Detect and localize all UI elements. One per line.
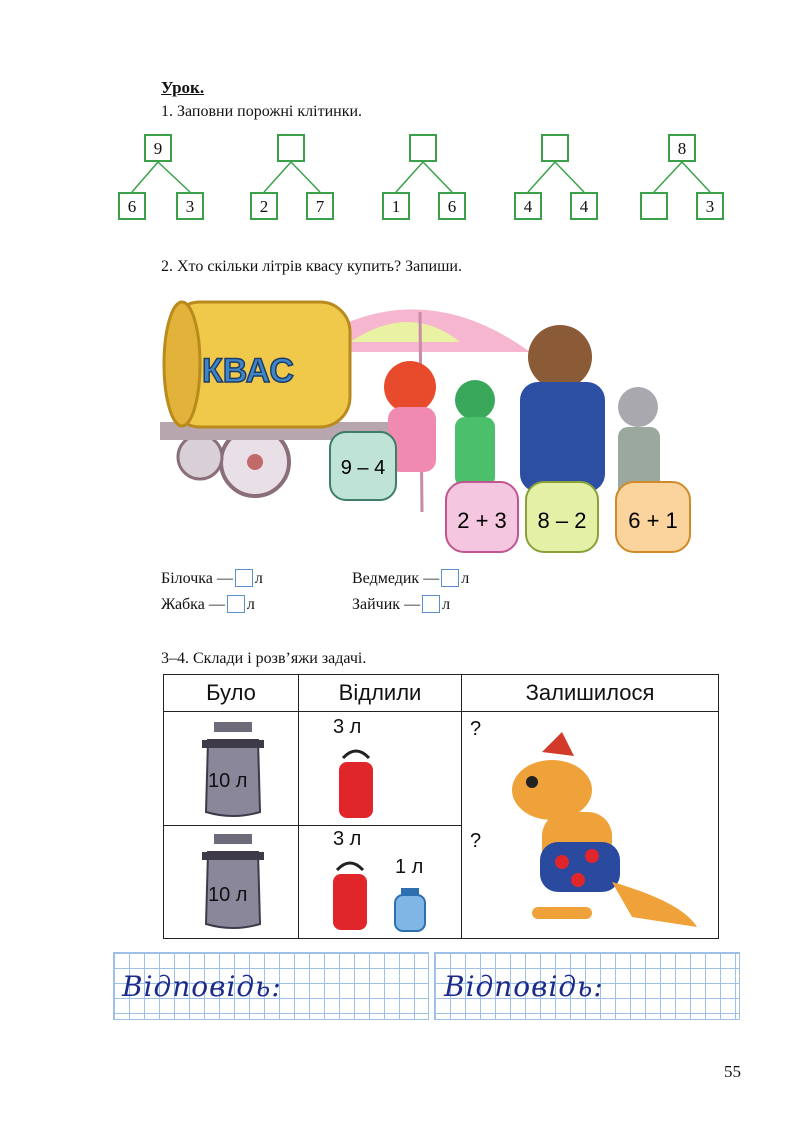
- tree3-top-cell[interactable]: [409, 134, 437, 162]
- jar-2-expression: 2 + 3: [457, 508, 507, 533]
- bear-icon: [528, 325, 592, 389]
- answer-bear: Ведмедик — л: [352, 570, 470, 587]
- row2-had-cell: [164, 825, 299, 939]
- blue-jar-icon: [393, 888, 427, 932]
- tree2-top-cell[interactable]: [277, 134, 305, 162]
- header-had: Було: [164, 675, 299, 712]
- lesson-title: Урок.: [161, 78, 205, 97]
- answer-label-1: Відповідь:: [122, 970, 282, 1003]
- row2-poured-volume-1: 3 л: [333, 827, 362, 850]
- tree3-left-cell[interactable]: 1: [382, 192, 410, 220]
- hare-icon: [618, 387, 658, 427]
- task2-instruction: 2. Хто скільки літрів квасу купить? Запиши.: [161, 258, 462, 275]
- tree1-left-cell[interactable]: 6: [118, 192, 146, 220]
- problem-table: [163, 674, 719, 939]
- tree5-top-cell[interactable]: 8: [668, 134, 696, 162]
- task34-instruction: 3–4. Склади і розв’яжи задачі.: [161, 650, 367, 667]
- tree2-right-cell[interactable]: 7: [306, 192, 334, 220]
- answer-hare: Зайчик — л: [352, 596, 451, 613]
- page-number: 55: [724, 1062, 741, 1081]
- answer-box-squirrel[interactable]: [235, 569, 253, 587]
- answer-box-bear[interactable]: [441, 569, 459, 587]
- row1-poured-cell: [299, 712, 462, 826]
- tree5-left-cell[interactable]: [640, 192, 668, 220]
- jar-1-expression: 9 – 4: [340, 457, 386, 479]
- row2-poured-volume-2: 1 л: [395, 855, 424, 878]
- answer-box-frog[interactable]: [227, 595, 245, 613]
- tree1-top-cell[interactable]: 9: [144, 134, 172, 162]
- row1-poured-volume: 3 л: [333, 716, 362, 739]
- tree5-right-cell[interactable]: 3: [696, 192, 724, 220]
- answer-frog: Жабка — л: [161, 596, 255, 613]
- row1-had-cell: [164, 712, 299, 826]
- row2-question-mark: ?: [470, 830, 482, 852]
- answer-squirrel: Білочка — л: [161, 570, 263, 587]
- red-can-icon: [327, 860, 373, 932]
- header-left: Залишилося: [462, 675, 719, 712]
- squirrel-icon: [384, 361, 436, 413]
- tree1-right-cell[interactable]: 3: [176, 192, 204, 220]
- row2-had-volume: 10 л: [208, 883, 248, 906]
- header-poured: Відлили: [299, 675, 462, 712]
- jar-3-expression: 8 – 2: [537, 508, 587, 533]
- tree2-left-cell[interactable]: 2: [250, 192, 278, 220]
- row2-poured-cell: [299, 825, 462, 939]
- row1-had-volume: 10 л: [208, 770, 248, 793]
- jar-4-expression: 6 + 1: [628, 508, 678, 533]
- red-can-icon: [333, 748, 379, 820]
- frog-icon: [455, 380, 495, 420]
- kvass-scene-illustration: [160, 282, 700, 554]
- row1-question-mark: ?: [470, 718, 482, 740]
- kangaroo-icon: [482, 732, 702, 932]
- tree4-top-cell[interactable]: [541, 134, 569, 162]
- task1-instruction: 1. Заповни порожні клітинки.: [161, 103, 363, 120]
- number-tree-connectors: [0, 0, 800, 260]
- answer-box-hare[interactable]: [422, 595, 440, 613]
- tree3-right-cell[interactable]: 6: [438, 192, 466, 220]
- tree4-right-cell[interactable]: 4: [570, 192, 598, 220]
- barrel-label: КВАС: [202, 352, 294, 390]
- milk-can-icon: [200, 834, 266, 930]
- tree4-left-cell[interactable]: 4: [514, 192, 542, 220]
- answer-label-2: Відповідь:: [444, 970, 604, 1003]
- left-cell: [462, 712, 719, 939]
